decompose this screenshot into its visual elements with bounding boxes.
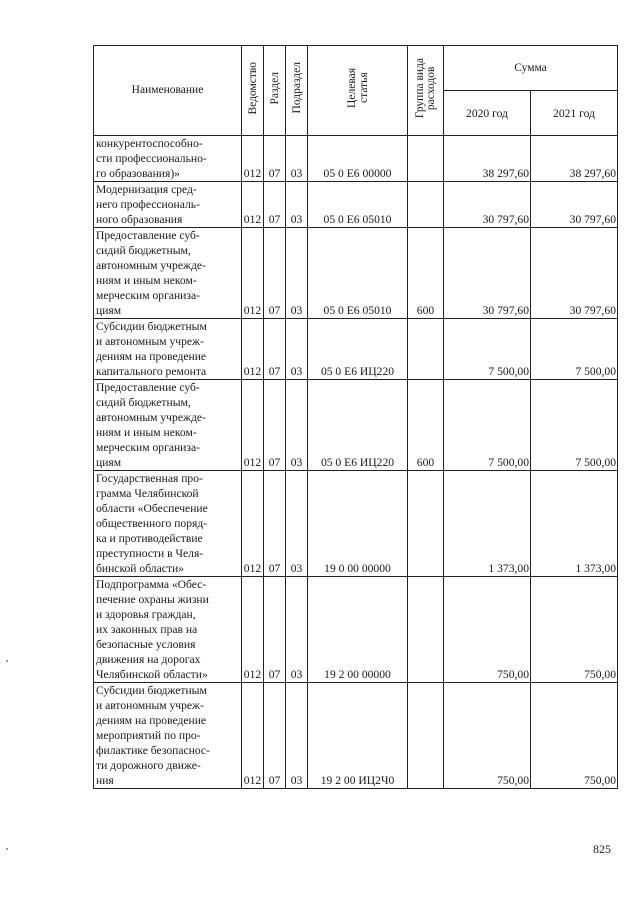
row-sum-2020: 750,00 bbox=[444, 577, 531, 683]
row-sum-2020: 30 797,60 bbox=[444, 182, 531, 228]
table-row bbox=[94, 577, 618, 683]
row-sum-2020: 750,00 bbox=[444, 683, 531, 789]
header-2021: 2021 год bbox=[531, 91, 618, 136]
row-sum-2021: 30 797,60 bbox=[531, 228, 618, 319]
table-row bbox=[94, 136, 618, 182]
header-dept: Ведомство bbox=[242, 46, 264, 136]
row-sum-2020: 7 500,00 bbox=[444, 319, 531, 380]
row-target: 19 2 00 ИЦ2Ч0 bbox=[308, 683, 408, 789]
header-2020: 2020 год bbox=[444, 91, 531, 136]
row-subsection: 03 bbox=[286, 683, 308, 789]
row-dept: 012 bbox=[242, 136, 264, 182]
row-target: 05 0 Е6 ИЦ220 bbox=[308, 319, 408, 380]
row-section: 07 bbox=[264, 577, 286, 683]
row-subsection: 03 bbox=[286, 577, 308, 683]
header-sum: Сумма bbox=[444, 46, 618, 91]
row-dept: 012 bbox=[242, 228, 264, 319]
row-exp-group bbox=[408, 319, 444, 380]
table-row bbox=[94, 683, 618, 789]
row-section: 07 bbox=[264, 380, 286, 471]
row-dept: 012 bbox=[242, 182, 264, 228]
row-name: Модернизация сред- него профессиональ- ного образования bbox=[94, 182, 242, 228]
row-target: 19 2 00 00000 bbox=[308, 577, 408, 683]
row-name: Субсидии бюджетным и автономным учреж- дениям на проведение капитального ремонта bbox=[94, 319, 242, 380]
row-name: Субсидии бюджетным и автономным учреж- дениям на проведение мероприятий по про- филактике безопаснос- ти дорожного движе- ния bbox=[94, 683, 242, 789]
row-target: 05 0 Е6 ИЦ220 bbox=[308, 380, 408, 471]
header-exp-group: Группа вида расходов bbox=[408, 46, 444, 136]
row-target: 19 0 00 00000 bbox=[308, 471, 408, 577]
header-section: Раздел bbox=[264, 46, 286, 136]
row-subsection: 03 bbox=[286, 182, 308, 228]
row-target: 05 0 Е6 05010 bbox=[308, 228, 408, 319]
row-sum-2020: 30 797,60 bbox=[444, 228, 531, 319]
row-section: 07 bbox=[264, 182, 286, 228]
row-name: Предоставление суб- сидий бюджетным, автономным учрежде- ниям и иным неком- мерческим организа- циям bbox=[94, 228, 242, 319]
row-exp-group: 600 bbox=[408, 380, 444, 471]
budget-table bbox=[93, 45, 618, 789]
row-exp-group: 600 bbox=[408, 228, 444, 319]
table-row bbox=[94, 182, 618, 228]
row-section: 07 bbox=[264, 228, 286, 319]
row-subsection: 03 bbox=[286, 319, 308, 380]
scan-speck bbox=[6, 848, 8, 850]
row-target: 05 0 Е6 05010 bbox=[308, 182, 408, 228]
row-sum-2021: 30 797,60 bbox=[531, 182, 618, 228]
row-section: 07 bbox=[264, 136, 286, 182]
row-sum-2020: 1 373,00 bbox=[444, 471, 531, 577]
row-name: конкурентоспособно- сти профессионально- го образования)» bbox=[94, 136, 242, 182]
row-dept: 012 bbox=[242, 577, 264, 683]
table-row bbox=[94, 380, 618, 471]
row-dept: 012 bbox=[242, 380, 264, 471]
row-exp-group bbox=[408, 136, 444, 182]
header-name: Наименование bbox=[94, 46, 242, 136]
row-subsection: 03 bbox=[286, 228, 308, 319]
row-dept: 012 bbox=[242, 319, 264, 380]
row-dept: 012 bbox=[242, 683, 264, 789]
row-exp-group bbox=[408, 182, 444, 228]
row-sum-2021: 38 297,60 bbox=[531, 136, 618, 182]
table-row bbox=[94, 471, 618, 577]
row-section: 07 bbox=[264, 471, 286, 577]
row-subsection: 03 bbox=[286, 136, 308, 182]
page-number: 825 bbox=[593, 842, 611, 856]
row-subsection: 03 bbox=[286, 380, 308, 471]
table-row bbox=[94, 228, 618, 319]
row-exp-group bbox=[408, 471, 444, 577]
header-target: Целевая статья bbox=[308, 46, 408, 136]
row-section: 07 bbox=[264, 319, 286, 380]
row-sum-2020: 7 500,00 bbox=[444, 380, 531, 471]
row-sum-2021: 750,00 bbox=[531, 683, 618, 789]
row-sum-2021: 750,00 bbox=[531, 577, 618, 683]
row-target: 05 0 Е6 00000 bbox=[308, 136, 408, 182]
row-subsection: 03 bbox=[286, 471, 308, 577]
scan-speck bbox=[6, 660, 8, 662]
row-exp-group bbox=[408, 683, 444, 789]
table-row bbox=[94, 319, 618, 380]
row-exp-group bbox=[408, 577, 444, 683]
row-dept: 012 bbox=[242, 471, 264, 577]
row-name: Подпрограмма «Обес- печение охраны жизни и здоровья граждан, их законных прав на безопасные условия движения на дорогах Челябинской области» bbox=[94, 577, 242, 683]
row-sum-2021: 7 500,00 bbox=[531, 380, 618, 471]
row-name: Предоставление суб- сидий бюджетным, автономным учрежде- ниям и иным неком- мерческим организа- циям bbox=[94, 380, 242, 471]
row-sum-2021: 7 500,00 bbox=[531, 319, 618, 380]
header-subsection: Подраздел bbox=[286, 46, 308, 136]
row-sum-2021: 1 373,00 bbox=[531, 471, 618, 577]
row-sum-2020: 38 297,60 bbox=[444, 136, 531, 182]
row-name: Государственная про- грамма Челябинской области «Обеспечение общественного поряд- ка и противодействие преступности в Челя- бинской области» bbox=[94, 471, 242, 577]
row-section: 07 bbox=[264, 683, 286, 789]
